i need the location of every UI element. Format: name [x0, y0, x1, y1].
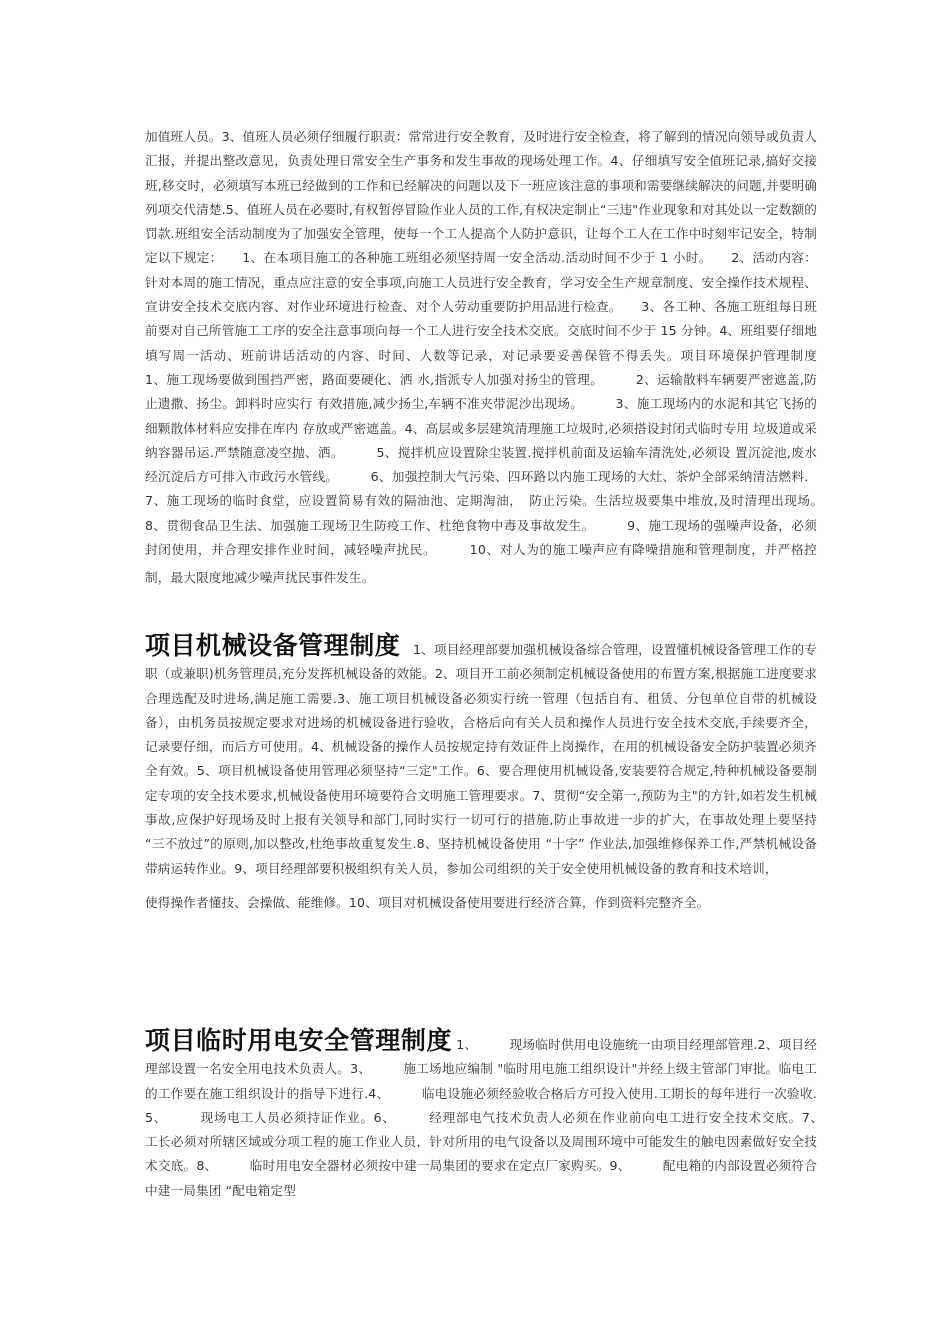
heading-temporary-electricity: 项目临时用电安全管理制度 — [145, 1026, 453, 1055]
paragraph-gap — [145, 881, 817, 891]
machinery-management-text: 1、项目经理部要加强机械设备综合管理，设置懂机械设备管理工作的专职（或兼职)机务管理员,充分发挥机械设备的效能。2、项目开工前必须制定机械设备使用的布置方案,根据施工进度要求合理选配及时进场,满足施工需要.3、施工项目机械设备必须实行统一管理（包括自有、租赁、分包单位自带的机械设备），由机务员按规定要求对进场的机械设备进行验收，合格后向有关人员和操作人员进行安全技术交底,手续要齐全，记录要仔细，而后方可使用。4、机械设备的操作人员按规定持有效证件上岗操作，在用的机械设备安全防护装置必须齐全有效。5、项目机械设备使用管理必须坚持“三定"工作。6、要合理使用机械设备,安装要符合规定,特种机械设备要制定专项的安全技术要求,机械设备使用环境要符合文明施工管理要求。7、贯彻“安全第一,预防为主"的方针,如若发生机械事故,应保护好现场及时上报有关领导和部门,同时实行一切可行的措施,防止事故进一步的扩大，在事故处理上要坚持 “三不放过”的原则,加以整改,杜绝事故重复发生.8、坚持机械设备使用 “十字” 作业法,加强维修保养工作,严禁机械设备带病运转作业。9、项目经理部要积极组织有关人员，参加公司组织的关于安全使用机械设备的教育和技术培训， — [145, 642, 817, 876]
temporary-electricity-text: 1、 现场临时供用电设施统一由项目经理部管理.2、项目经理部设置一名安全用电技术负责人。3、 施工场地应编制 "临时用电施工组织设计"并经上级主管部门审批。临电工的工作要在施工组织设计的指导下进行.4、 临电设施必须经验收合格后方可投入使用.工期长的每年进行一次验收.5、 现场电工人员必须持证作业。6、 经理部电气技术负责人必须在作业前向电工进行安全技术交底。7、 工长必须对所辖区域或分项工程的施工作业人员，针对所用的电气设备以及周围环境中可能发生的触电因素做好安全技术交底。8、 临时用电安全器材必须按中建一局集团的要求在定点厂家购买。9、 配电箱的内部设置必须符合中建一局集团 “配电箱定型 — [145, 1037, 856, 1198]
heading-machinery-management: 项目机械设备管理制度 — [145, 631, 401, 660]
machinery-management-text-continued: 使得操作者懂技、会操做、能维修。10、项目对机械设备使用要进行经济合算，作到资料完整齐全。 — [145, 894, 710, 910]
document-body-section-1 — [145, 125, 856, 591]
document-body-section-2 — [145, 631, 817, 915]
safety-duty-and-environment-text: 加值班人员。3、值班人员必须仔细履行职责：常常进行安全教育，及时进行安全检查，将了解到的情况向领导或负责人汇报，并提出整改意见，负责处理日常安全生产事务和发生事故的现场处理工作。4、仔细填写安全值班记录,搞好交接班,移交时，必须填写本班已经做到的工作和已经解决的问题以及下一班应该注意的事项和需要继续解决的问题,并要明确列项交代清楚.5、值班人员在必要时,有权暂停冒险作业人员的工作,有权决定制止“三违"作业现象和对其处以一定数额的罚款.班组安全活动制度为了加强安全管理，使每一个工人提高个人防护意识，让每个工人在工作中时刻牢记安全，特制定以下规定： 1、在本项目施工的各种施工班组必须坚持周一安全活动.活动时间不少于 1 小时。 2、活动内容：针对本周的施工情况，重点应注意的安全事项,向施工人员进行安全教育，学习安全生产规章制度、安全操作技术规程、宣讲安全技术交底内容、对作业环境进行检查、对个人劳动重要防护用品进行检查。 3、各工种、各施工班组每日班前要对自己所管施工工序的安全注意事项向每一个工人进行安全技术交底。交底时间不少于 15 分钟。4、班组要仔细地填写周一活动、班前讲话活动的内容、时间、人数等记录，对记录要妥善保管不得丢失。项目环境保护管理制度 1、施工现场要做到围挡严密，路面要硬化、洒 水,指派专人加强对扬尘的管理。 2、运输散料车辆要严密遮盖,防止遗撒、扬尘。卸料时应实行 有效措施,减少扬尘,车辆不准夹带泥沙出现场。 3、施工现场内的水泥和其它飞扬的细颗散体材料应安排在库内 存放或严密遮盖。4、高层或多层建筑清理施工垃圾时,必须搭设封闭式临时专用 垃圾道或采纳容器吊运.严禁随意凌空抛、洒。 5、搅拌机应设置除尘装置.搅拌机前面及运输车清洗处,必须设 置沉淀池,废水经沉淀后方可排入市政污水管线。 6、加强控制大气污染、四环路以内施工现场的大灶、茶炉全部采纳清洁燃料．7、施工现场的临时食堂，应设置简易有效的隔油池、定期淘油， 防止污染。生活垃圾要集中堆放,及时清理出现场。 8、贯彻食品卫生法、加强施工现场卫生防疫工作、杜绝食物中毒及事故发生。 9、施工现场的强噪声设备，必须封闭使用，并合理安排作业时间，减轻噪声扰民。 10、对人为的施工噪声应有降噪措施和管理制度，并严格控制，最大限度地减少噪声扰民事件发生。 — [145, 129, 856, 586]
document-body-section-3 — [145, 1026, 856, 1203]
